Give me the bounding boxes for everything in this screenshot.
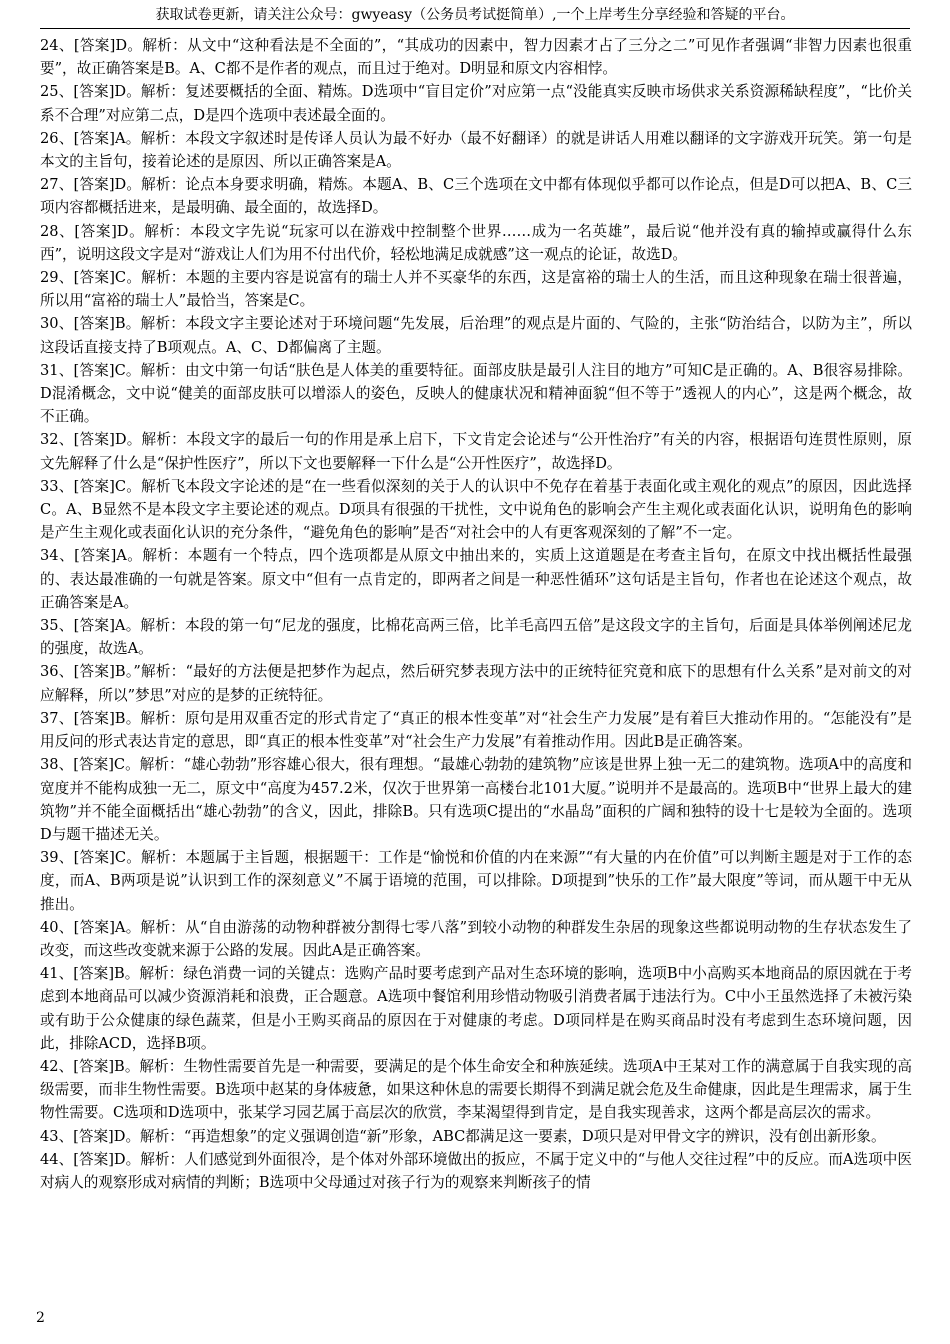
answer-paragraph: 26、[答案]A。解析：本段文字叙述时是传译人员认为最不好办（最不好翻译）的就是讲话人用难以翻译的文字游戏开玩笑。第一句是本文的主旨句，接着论述的是原因、所以正确答案是A。 — [40, 129, 912, 171]
answer-paragraph: 30、[答案]B。解析：本段文字主要论述对于环境问题“先发展，后治理”的观点是片面的、气险的，主张“防治结合，以防为主”，所以这段话直接支持了B项观点。A、C、D都偏离了主题。 — [40, 315, 912, 356]
page-header: 获取试卷更新，请关注公众号：gwyeasy（公务员考试挺简单）,一个上岸考生分享经验和答疑的平台。 — [155, 7, 795, 23]
answer-paragraph: 41、[答案]B。解析：绿色消费一词的关键点：选购产品时要考虑到产品对生态环境的影响，选项B中小高购买本地商品的原因就在于考虑到本地商品可以减少资源消耗和浪费，正合题意。A选项中餐馆利用珍惜动物吸引消费者属于违法行为。C中小王虽然选择了未被污染或有助于公众健康的绿色蔬菜，但是小王购买商品的原因在于对健康的考虑。D项同样是在购买商品时没有考虑到生态环境问题，因此，排除ACD，选择B项。 — [40, 965, 912, 1052]
answer-list — [40, 34, 912, 1304]
answer-paragraph: 43、[答案]D。解析：“再造想象”的定义强调创造“新”形象，ABC都满足这一要素，D项只是对甲骨文字的辨识，没有创出新形象。 — [40, 1127, 886, 1145]
answer-paragraph: 39、[答案]C。解析：本题属于主旨题，根据题干：工作是“愉悦和价值的内在来源”“有大量的内在价值”可以判断主题是对于工作的态度，而A、B两项是说”认识到工作的深刻意义”不属于语境的范围，可以排除。D项提到”快乐的工作”最大限度”等词，而从题干中无从推出。 — [40, 849, 912, 913]
answer-paragraph: 40、[答案]A。解析：从“自由游荡的动物种群被分割得七零八落”到较小动物的种群发生杂居的现象这些都说明动物的生存状态发生了改变，而这些改变就来源于公路的发展。因此A是正确答案。 — [40, 918, 912, 959]
answer-paragraph: 33、[答案]C。解析飞本段文字论述的是“在一些看似深刻的关于人的认识中不免存在着基于表面化或主观化的观点”的原因，因此选择C。A、B显然不是本段文字主要论述的观点。D项具有很强的干扰性，文中说角色的影响会产生主观化或表面化认识，说明角色的影响是产生主观化或表面化认识的充分条件，“避免角色的影响”是否“对社会中的人有更客观深刻的了解”不一定。 — [40, 477, 912, 542]
answer-paragraph: 29、[答案]C。解析：本题的主要内容是说富有的瑞士人并不买豪华的东西，这是富裕的瑞士人的生活，而且这种现象在瑞士很普遍，所以用“富裕的瑞士人”最恰当，答案是C。 — [40, 269, 912, 310]
answer-paragraph: 32、[答案]D。解析：本段文字的最后一句的作用是承上启下，下文肯定会论述与“公开性治疗”有关的内容，根据语句连贯性原则，原文先解释了什么是“保护性医疗”，所以下文也要解释一下什么是“公开性医疗”，故选择D。 — [40, 431, 912, 472]
answer-paragraph: 42、[答案]B。解析：生物性需要首先是一种需要，要满足的是个体生命安全和种族延续。选项A中王某对工作的满意属于自我实现的高级需要，而非生物性需要。B选项中赵某的身体疲惫，如果这种休息的需要长期得不到满足就会危及生命健康，因此是生理需求，属于生物性需要。C选项和D选项中，张某学习园艺属于高层次的欣赏，李某渴望得到肯定，是自我实现善求，这两个都是高层次的需求。 — [40, 1057, 912, 1122]
answer-paragraph: 37、[答案]B。解析：原句是用双重否定的形式肯定了“真正的根本性变革”对“社会生产力发展”是有着巨大推动作用的。“怎能没有”是用反问的形式表达肯定的意思，即“真正的根本性变革”对“社会生产力发展”有着推动作用。因此B是正确答案。 — [40, 709, 912, 751]
answer-paragraph: 27、[答案]D。解析：论点本身要求明确，精炼。本题A、B、C三个选项在文中都有体现似乎都可以作论点，但是D可以把A、B、C三项内容都概括进来，是最明确、最全面的，故选择D。 — [40, 176, 912, 217]
answer-paragraph: 34、[答案]A。解析：本题有一个特点，四个选项都是从原文中抽出来的，实质上这道题是在考查主旨句，在原文中找出概括性最强的、表达最准确的一句就是答案。原文中“但有一点肯定的，即两者之间是一种恶性循环”这句话是主旨句，作者也在论述这个观点，故正确答案是A。 — [40, 547, 912, 611]
answer-paragraph: 25、[答案]D。解析：复述要概括的全面、精炼。D选项中“盲目定价”对应第一点“没能真实反映市场供求关系资源稀缺程度”，“比价关系不合理”对应第二点，D是四个选项中表述最全面的。 — [40, 83, 912, 124]
answer-paragraph: 36、[答案]B。”解析：“最好的方法便是把梦作为起点，然后研究梦表现方法中的正统特征究竟和底下的思想有什么关系”是对前文的对应解释，所以”梦思”对应的是梦的正统特征。 — [40, 663, 912, 704]
answer-paragraph: 38、[答案]C。解析：“雄心勃勃”形容雄心很大，很有理想。“最雄心勃勃的建筑物”应该是世界上独一无二的建筑物。选项A中的高度和宽度并不能构成独一无二，原文中“高度为457.2米，仅次于世界第一高楼台北101大厦。”说明并不是最高的。选项B中“世界上最大的建筑物”并不能全面概括出“雄心勃勃”的含义，因此，排除B。只有选项C提出的“水晶岛”面积的广阔和独特的设十七是较为全面的。选项D与题干描述无关。 — [40, 756, 912, 843]
header-divider — [40, 28, 910, 29]
answer-paragraph: 24、[答案]D。解析：从文中“这种看法是不全面的”，“其成功的因素中，智力因素才占了三分之二”可见作者强调“非智力因素也很重要”，故正确答案是B。A、C都不是作者的观点，而且过于绝对。D明显和原文内容相悖。 — [40, 37, 912, 78]
page-number: 2 — [36, 1310, 45, 1326]
answer-paragraph: 28、[答案]D。解析：本段文字先说“玩家可以在游戏中控制整个世界……成为一名英雄”，最后说“他并没有真的输掉或赢得什么东西”，说明这段文字是对“游戏让人们为用不付出代价，轻松地满足成就感”这一观点的论证，故选D。 — [40, 222, 912, 263]
answer-paragraph: 31、[答案]C。解析：由文中第一句话“肤色是人体美的重要特征。面部皮肤是最引人注目的地方”可知C是正确的。A、B很容易排除。D混淆概念，文中说“健美的面部皮肤可以增添人的姿色，反映人的健康状况和精神面貌“但不等于”透视人的内心”，这是两个概念，故不正确。 — [40, 361, 912, 426]
answer-paragraph: 35、[答案]A。解析：本段的第一句“尼龙的强度，比棉花高两三倍，比羊毛高四五倍”是这段文字的主旨句，后面是具体举例阐述尼龙的强度，故选A。 — [40, 617, 912, 658]
answer-paragraph: 44、[答案]D。解析：人们感觉到外面很冷，是个体对外部环境做出的扳应，不属于定义中的“与他人交往过程”中的反应。而A选项中医对病人的观察形成对病情的判断；B选项中父母通过对孩子行为的观察来判断孩子的情 — [40, 1150, 912, 1191]
